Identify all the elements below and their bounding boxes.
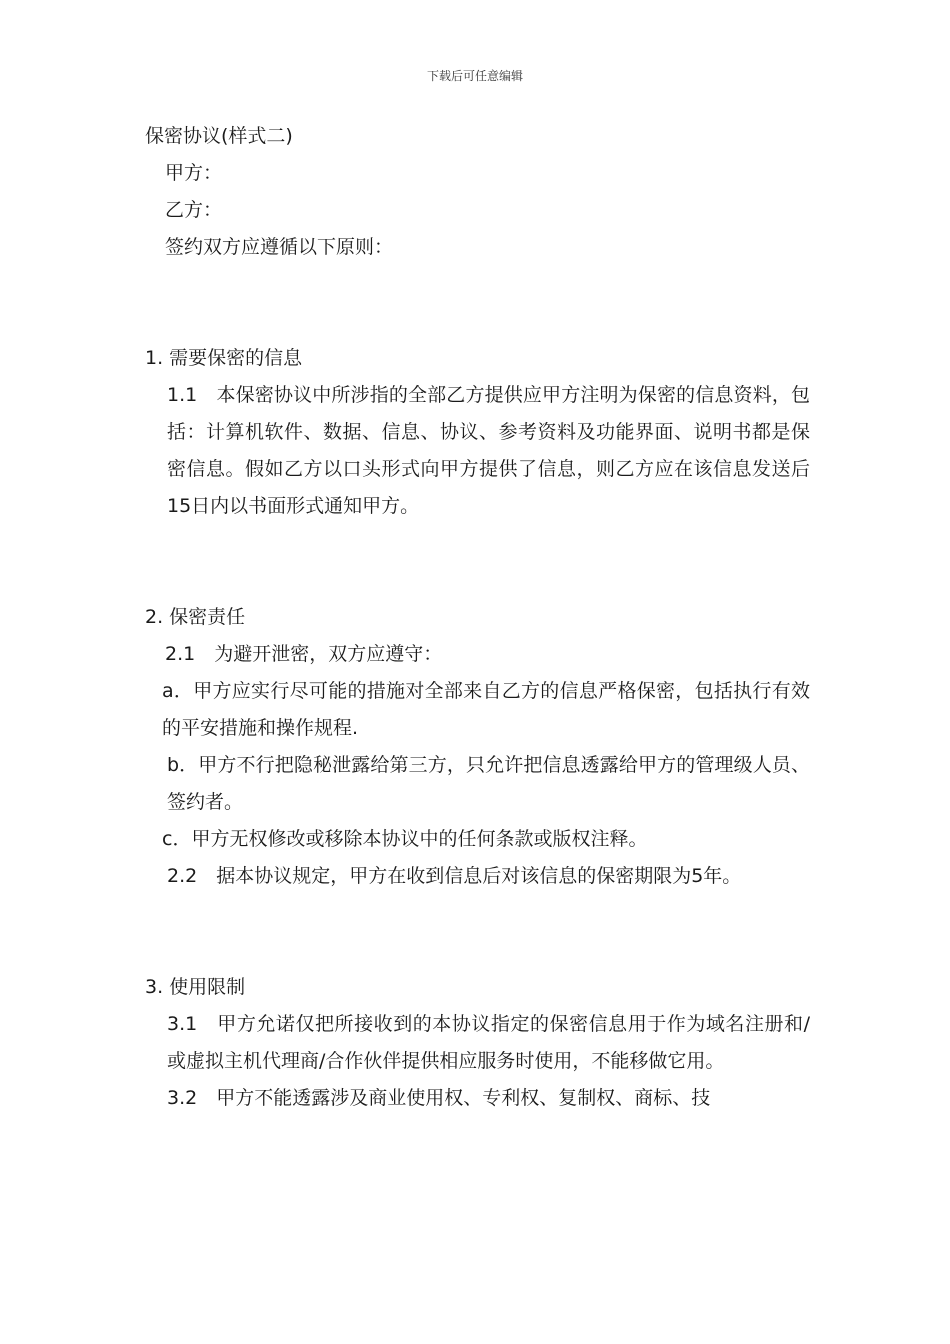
section-3-heading: 3. 使用限制 [145,976,246,998]
spacer [145,266,810,340]
page-header-note: 下载后可任意编辑 [426,69,523,83]
party-a-label: 甲方： [165,162,223,184]
document-body [145,118,810,1117]
clause-1-1: 1.1 本保密协议中所涉指的全部乙方提供应甲方注明为保密的信息资料，包括：计算机软件、数据、信息、协议、参考资料及功能界面、说明书都是保密信息。假如乙方以口头形式向甲方提供了信息，则乙方应在该信息发送后15日内以书面形式通知甲方。 [167,384,810,517]
clause-2-c: c．甲方无权修改或移除本协议中的任何条款或版权注释。 [162,828,648,850]
principle-intro: 签约双方应遵循以下原则： [165,236,394,258]
section-2-heading: 2. 保密责任 [145,606,246,628]
party-b-label: 乙方： [165,199,223,221]
spacer [145,525,810,599]
clause-3-2: 3.2 甲方不能透露涉及商业使用权、专利权、复制权、商标、技 [167,1087,711,1109]
document-title: 保密协议(样式二) [145,125,293,147]
clause-2-b: b．甲方不行把隐秘泄露给第三方，只允许把信息透露给甲方的管理级人员、签约者。 [167,754,810,813]
clause-2-a: a．甲方应实行尽可能的措施对全部来自乙方的信息严格保密，包括执行有效的平安措施和操作规程. [162,680,810,739]
clause-2-1: 2.1 为避开泄密，双方应遵守： [165,643,443,665]
clause-2-2: 2.2 据本协议规定，甲方在收到信息后对该信息的保密期限为5年。 [167,865,742,887]
spacer [145,895,810,969]
clause-3-1: 3.1 甲方允诺仅把所接收到的本协议指定的保密信息用于作为域名注册和/或虚拟主机代理商/合作伙伴提供相应服务时使用，不能移做它用。 [167,1013,810,1072]
section-1-heading: 1. 需要保密的信息 [145,347,303,369]
